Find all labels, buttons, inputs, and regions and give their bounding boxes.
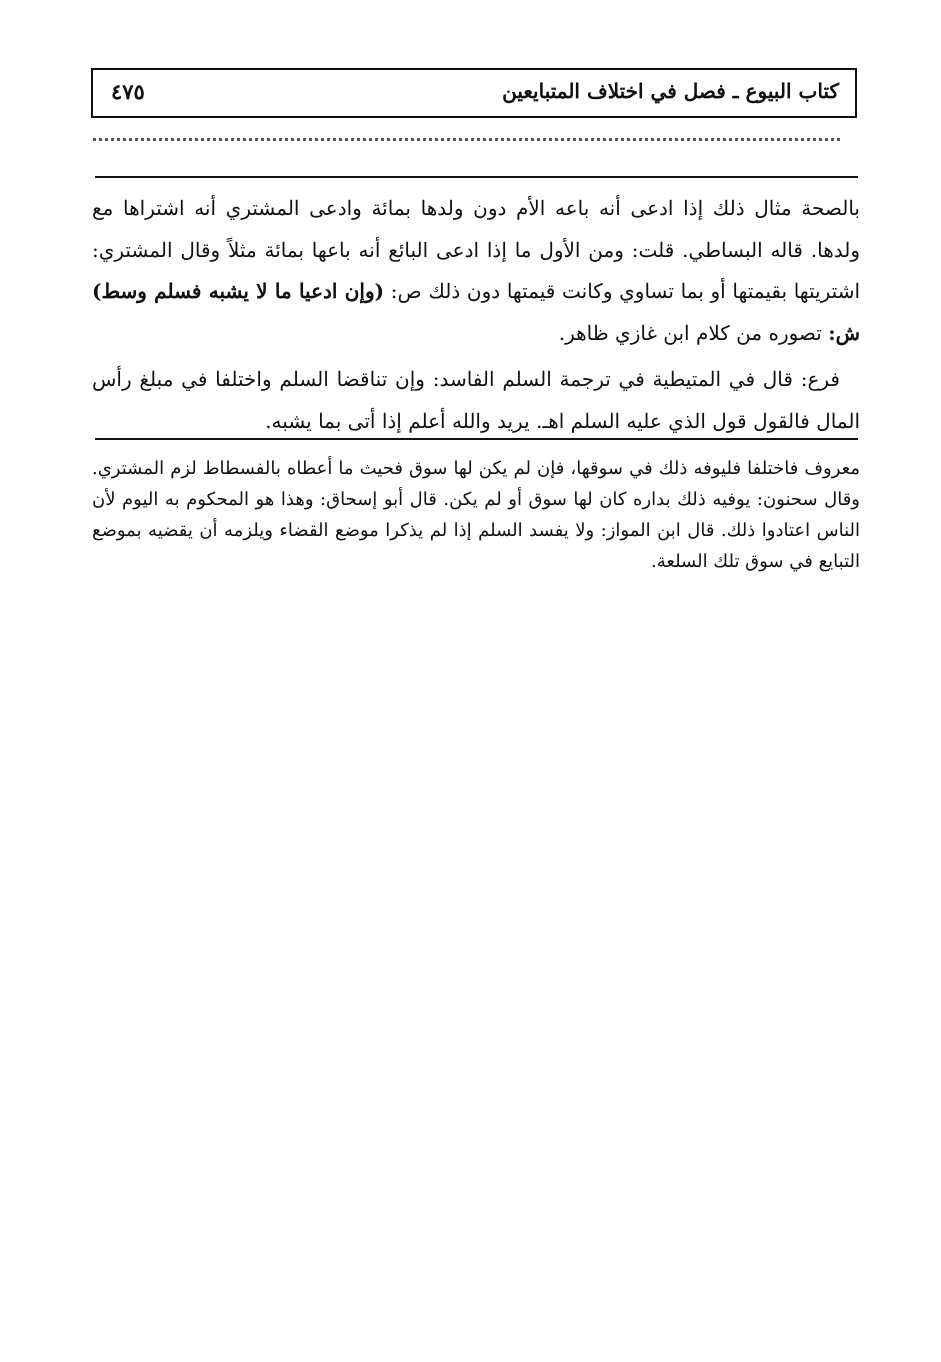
footnote-text: معروف فاختلفا فليوفه ذلك في سوقها، فإن لم يكن لها سوق فحيث ما أعطاه بالفسطاط لزم المشتري. وقال سحنون: يوفيه ذلك بداره كان لها سوق أو لم يكن. قال أبو إسحاق: وهذا هو المحكوم به اليوم لأن الناس اعتادوا ذلك. قال ابن المواز: ولا يفسد السلم إذا لم يذكرا موضع القضاء ويلزمه أن يقضيه بموضع التبايع في سوق تلك السلعة. — [92, 458, 860, 572]
dotted-separator — [93, 138, 840, 141]
header-title: كتاب البيوع ـ فصل في اختلاف المتبايعين — [502, 79, 839, 103]
running-header — [91, 68, 857, 118]
paragraph-1-text-a: بالصحة مثال ذلك إذا ادعى أنه باعه الأم دون ولدها بمائة وادعى المشتري أنه اشتراها مع ولدها. قاله البساطي. قلت: ومن الأول ما إذا ادعى البائع أنه باعها بمائة مثلاً وقال المشتري: اشتريتها بقيمتها أو بما تساوي وكانت قيمتها دون ذلك ص: — [92, 196, 861, 303]
footnote — [92, 453, 860, 577]
page-number: ٤٧٥ — [111, 79, 145, 104]
top-rule — [95, 176, 858, 178]
paragraph-1-text-b: تصوره من كلام ابن غازي ظاهر. — [558, 320, 829, 345]
sharh-marker: ش: — [828, 320, 860, 345]
matn-quote: (وإن ادعيا ما لا يشبه فسلم وسط) — [92, 279, 385, 303]
paragraph-2: فرع: قال في المتيطية في ترجمة السلم الفاسد: وإن تناقضا السلم واختلفا في مبلغ رأس المال فالقول قول الذي عليه السلم اهـ. يريد والله أعلم إذا أتى بما يشبه. — [92, 367, 860, 433]
main-text — [92, 188, 860, 442]
footnote-rule — [95, 438, 858, 440]
paragraph-1 — [92, 188, 860, 354]
